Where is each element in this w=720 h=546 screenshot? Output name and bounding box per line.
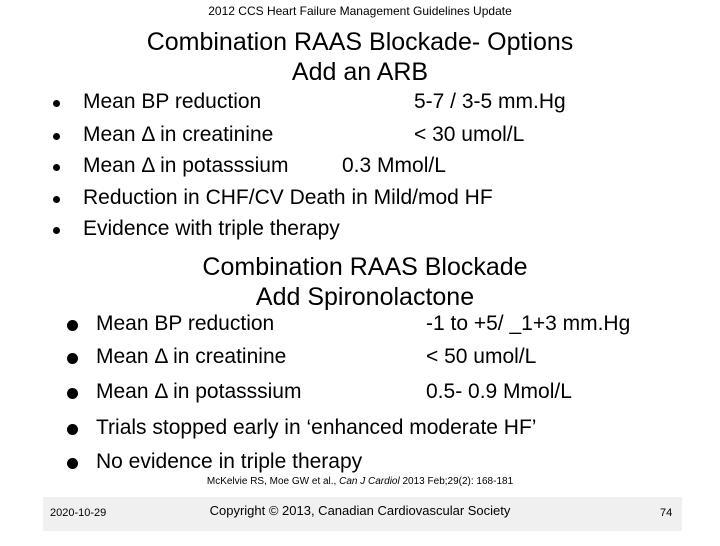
bullet-label: Trials stopped early in ‘enhanced moderate HF’ (96, 416, 537, 439)
bullet-icon (53, 164, 60, 171)
list-item (0, 416, 720, 444)
bullet-icon (53, 100, 60, 107)
bullet-icon (67, 353, 78, 364)
citation (0, 476, 720, 487)
bullet-label: Reduction in CHF/CV Death in Mild/mod HF (83, 186, 493, 209)
citation-journal: Can J Cardiol (339, 476, 400, 487)
bullet-icon (67, 320, 78, 331)
list-item (0, 312, 720, 340)
citation-authors: McKelvie RS, Moe GW et al., (206, 476, 340, 487)
footer-copyright: Copyright © 2013, Canadian Cardiovascular Society (209, 503, 511, 518)
bullet-label: Mean Δ in creatinine (83, 123, 274, 146)
list-item (0, 90, 720, 118)
bullet-value: < 30 umol/L (414, 123, 525, 146)
bullet-label: Mean BP reduction (83, 90, 262, 113)
bullet-icon (53, 133, 60, 140)
bullet-label: Evidence with triple therapy (83, 217, 340, 240)
section1-title-line1: Combination RAAS Blockade- Options (146, 28, 574, 56)
bullet-icon (53, 227, 60, 234)
list-item (0, 345, 720, 373)
list-item (0, 154, 720, 182)
bullet-label: Mean Δ in potasssium (83, 154, 289, 177)
footer-date: 2020-10-29 (50, 507, 107, 519)
bullet-value: 0.3 Mmol/L (342, 154, 446, 177)
bullet-label: No evidence in triple therapy (96, 450, 363, 473)
bullet-label: Mean Δ in potasssium (96, 380, 302, 403)
section2-title-line1: Combination RAAS Blockade (202, 253, 528, 281)
bullet-value: < 50 umol/L (426, 345, 537, 368)
list-item (0, 380, 720, 408)
section2-title-line2: Add Spironolactone (255, 283, 475, 311)
bullet-label: Mean Δ in creatinine (96, 345, 287, 368)
list-item (0, 217, 720, 245)
section1-title-line2: Add an ARB (291, 58, 429, 86)
list-item (0, 450, 720, 478)
list-item (0, 123, 720, 151)
citation-details: 2013 Feb;29(2): 168-181 (399, 476, 514, 487)
bullet-icon (67, 458, 78, 469)
page-number: 74 (660, 507, 673, 519)
bullet-value: 5-7 / 3-5 mm.Hg (414, 90, 566, 113)
bullet-value: -1 to +5/ _1+3 mm.Hg (426, 312, 631, 335)
bullet-label: Mean BP reduction (96, 312, 275, 335)
list-item (0, 186, 720, 214)
section1-title (0, 27, 720, 87)
section2-title (5, 252, 720, 312)
bullet-icon (67, 388, 78, 399)
bullet-icon (67, 424, 78, 435)
bullet-value: 0.5- 0.9 Mmol/L (426, 380, 572, 403)
bullet-icon (53, 196, 60, 203)
slide-header: 2012 CCS Heart Failure Management Guidelines Update (208, 4, 512, 18)
